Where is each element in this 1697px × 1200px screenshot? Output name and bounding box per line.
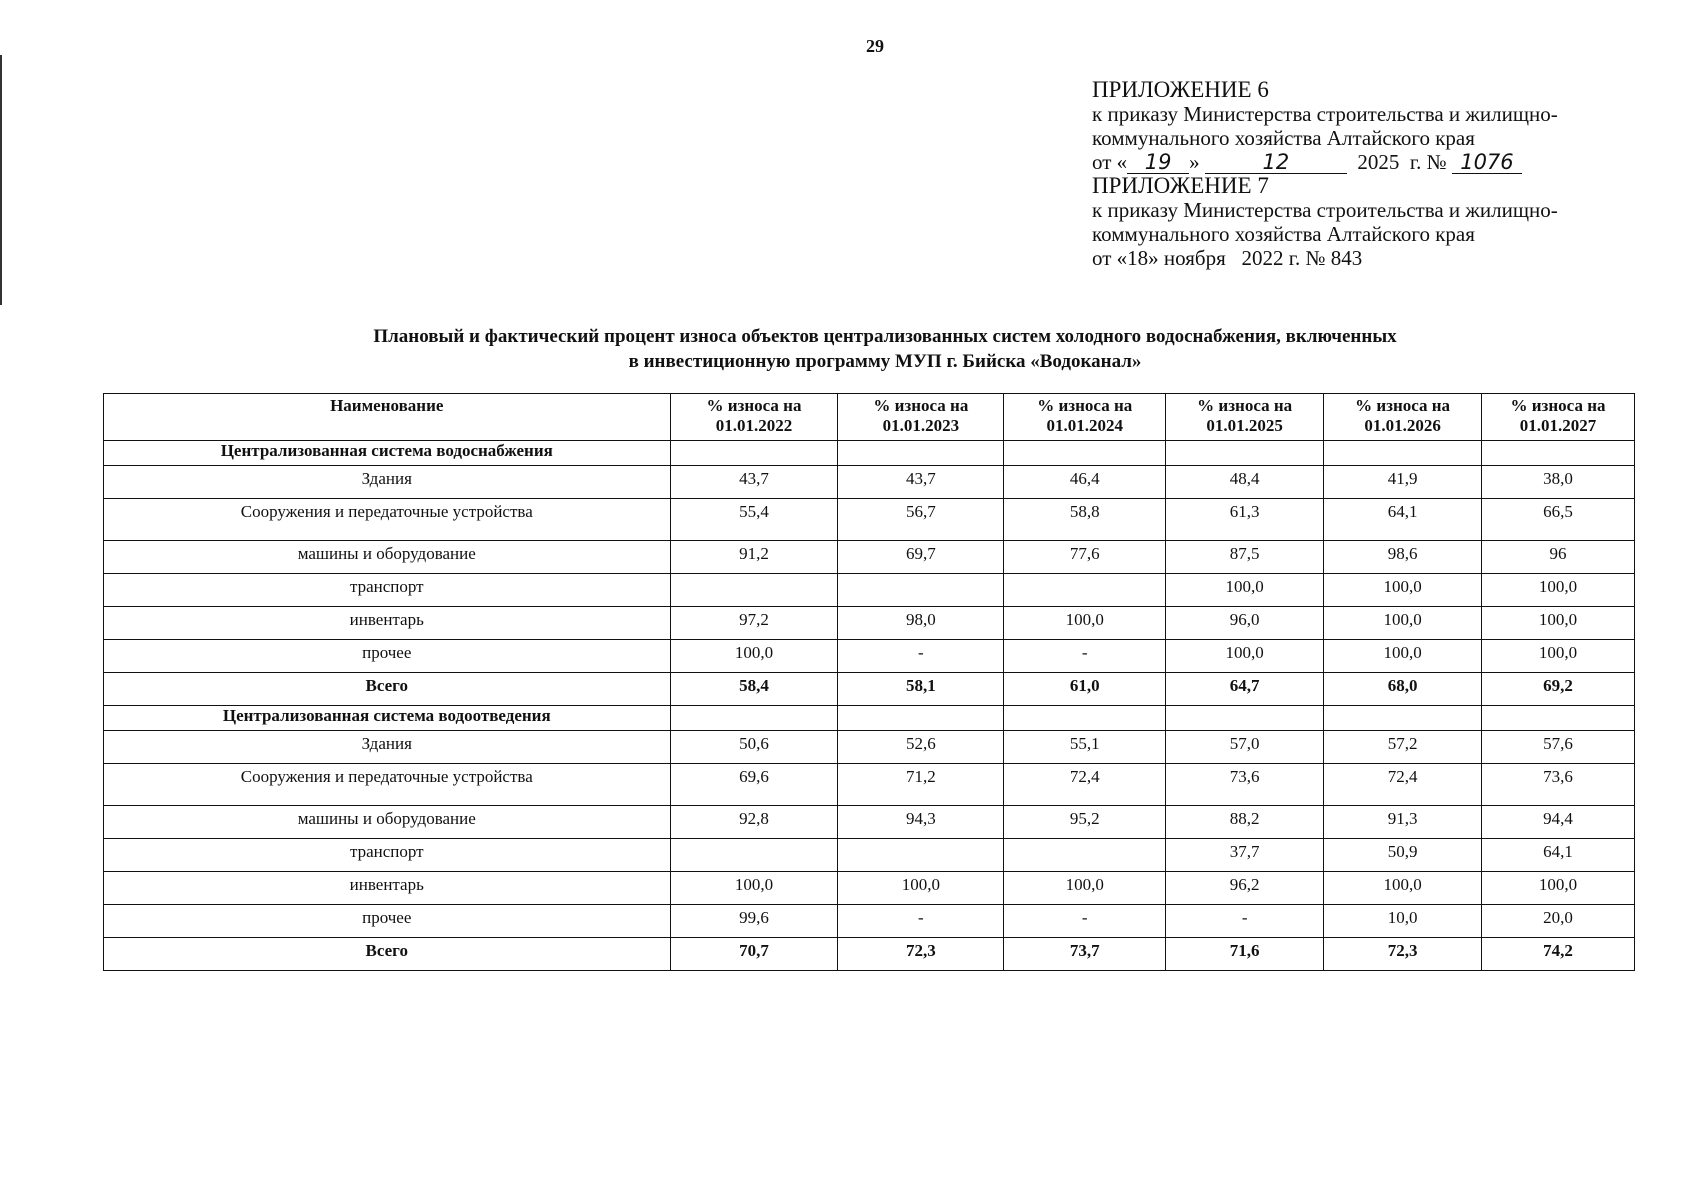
- value-cell: 37,7: [1166, 839, 1324, 872]
- value-cell: [670, 706, 838, 731]
- value-cell: [670, 441, 838, 466]
- header-2026: % износа на 01.01.2026: [1324, 394, 1482, 441]
- value-cell: [1324, 706, 1482, 731]
- header-2025: % износа на 01.01.2025: [1166, 394, 1324, 441]
- value-cell: 100,0: [1482, 574, 1635, 607]
- value-cell: [1004, 706, 1166, 731]
- row-label: машины и оборудование: [104, 541, 671, 574]
- appendix6-title: ПРИЛОЖЕНИЕ 6: [1092, 77, 1269, 102]
- value-cell: 72,3: [1324, 938, 1482, 971]
- value-cell: 61,3: [1166, 499, 1324, 541]
- value-cell: [1004, 839, 1166, 872]
- value-cell: 72,3: [838, 938, 1004, 971]
- handwritten-month: 12: [1205, 151, 1347, 174]
- row-label: Сооружения и передаточные устройства: [104, 764, 671, 806]
- value-cell: 98,6: [1324, 541, 1482, 574]
- value-cell: 100,0: [1324, 872, 1482, 905]
- total-row: [104, 673, 1635, 706]
- value-cell: 100,0: [1004, 607, 1166, 640]
- value-cell: 97,2: [670, 607, 838, 640]
- value-cell: 88,2: [1166, 806, 1324, 839]
- wear-percentage-table: [103, 393, 1635, 971]
- table-header-row: [104, 394, 1635, 441]
- value-cell: [1324, 441, 1482, 466]
- value-cell: 69,7: [838, 541, 1004, 574]
- value-cell: [670, 574, 838, 607]
- header-2023: % износа на 01.01.2023: [838, 394, 1004, 441]
- value-cell: [838, 706, 1004, 731]
- value-cell: 61,0: [1004, 673, 1166, 706]
- value-cell: 41,9: [1324, 466, 1482, 499]
- row-label: машины и оборудование: [104, 806, 671, 839]
- row-label: Сооружения и передаточные устройства: [104, 499, 671, 541]
- value-cell: [838, 441, 1004, 466]
- row-label: Всего: [104, 938, 671, 971]
- value-cell: 100,0: [1324, 607, 1482, 640]
- row-label: Всего: [104, 673, 671, 706]
- value-cell: 96: [1482, 541, 1635, 574]
- appendix6-date-line: [1092, 150, 1672, 174]
- value-cell: 74,2: [1482, 938, 1635, 971]
- value-cell: 100,0: [670, 640, 838, 673]
- value-cell: [1482, 441, 1635, 466]
- value-cell: 50,6: [670, 731, 838, 764]
- value-cell: 71,2: [838, 764, 1004, 806]
- date-prefix: от «: [1092, 150, 1128, 174]
- document-title: [120, 324, 1650, 374]
- table-row: [104, 541, 1635, 574]
- table-row: [104, 806, 1635, 839]
- value-cell: 73,7: [1004, 938, 1166, 971]
- value-cell: 58,1: [838, 673, 1004, 706]
- value-cell: 92,8: [670, 806, 838, 839]
- value-cell: -: [1166, 905, 1324, 938]
- value-cell: 91,2: [670, 541, 838, 574]
- table-row: [104, 640, 1635, 673]
- handwritten-number: 1076: [1452, 151, 1522, 174]
- row-label: транспорт: [104, 574, 671, 607]
- value-cell: 100,0: [1482, 872, 1635, 905]
- row-label: Централизованная система водоотведения: [104, 706, 671, 731]
- value-cell: 57,0: [1166, 731, 1324, 764]
- appendix7-line1: к приказу Министерства строительства и жилищно-: [1092, 198, 1558, 222]
- value-cell: 68,0: [1324, 673, 1482, 706]
- row-label: прочее: [104, 905, 671, 938]
- value-cell: 58,8: [1004, 499, 1166, 541]
- value-cell: 55,4: [670, 499, 838, 541]
- table-row: [104, 466, 1635, 499]
- value-cell: 87,5: [1166, 541, 1324, 574]
- value-cell: 64,1: [1482, 839, 1635, 872]
- value-cell: [1004, 574, 1166, 607]
- row-label: Здания: [104, 466, 671, 499]
- value-cell: 100,0: [1324, 574, 1482, 607]
- row-label: инвентарь: [104, 607, 671, 640]
- value-cell: [1004, 441, 1166, 466]
- value-cell: 100,0: [1004, 872, 1166, 905]
- header-2022: % износа на 01.01.2022: [670, 394, 838, 441]
- value-cell: -: [838, 905, 1004, 938]
- value-cell: 100,0: [1482, 640, 1635, 673]
- value-cell: [1166, 706, 1324, 731]
- value-cell: 20,0: [1482, 905, 1635, 938]
- value-cell: 43,7: [838, 466, 1004, 499]
- value-cell: 50,9: [1324, 839, 1482, 872]
- table-row: [104, 872, 1635, 905]
- value-cell: 100,0: [1166, 640, 1324, 673]
- value-cell: [670, 839, 838, 872]
- value-cell: 58,4: [670, 673, 838, 706]
- appendix-block: [1092, 78, 1672, 270]
- value-cell: 100,0: [670, 872, 838, 905]
- value-cell: 96,2: [1166, 872, 1324, 905]
- header-2024: % износа на 01.01.2024: [1004, 394, 1166, 441]
- value-cell: 100,0: [1166, 574, 1324, 607]
- header-name: Наименование: [104, 394, 671, 441]
- section-row-wastewater: [104, 706, 1635, 731]
- value-cell: 38,0: [1482, 466, 1635, 499]
- value-cell: 46,4: [1004, 466, 1166, 499]
- value-cell: 57,6: [1482, 731, 1635, 764]
- value-cell: 48,4: [1166, 466, 1324, 499]
- value-cell: 99,6: [670, 905, 838, 938]
- appendix7-title: ПРИЛОЖЕНИЕ 7: [1092, 173, 1269, 198]
- value-cell: [838, 574, 1004, 607]
- value-cell: 64,7: [1166, 673, 1324, 706]
- value-cell: 94,3: [838, 806, 1004, 839]
- value-cell: 100,0: [1324, 640, 1482, 673]
- table-row: [104, 764, 1635, 806]
- value-cell: -: [1004, 905, 1166, 938]
- value-cell: 100,0: [838, 872, 1004, 905]
- value-cell: 55,1: [1004, 731, 1166, 764]
- value-cell: 91,3: [1324, 806, 1482, 839]
- section-row-water-supply: [104, 441, 1635, 466]
- value-cell: -: [1004, 640, 1166, 673]
- value-cell: 69,6: [670, 764, 838, 806]
- page-number: 29: [866, 36, 884, 56]
- title-line-1: Плановый и фактический процент износа объектов централизованных систем холодного водоснабжения, включенных: [373, 326, 1397, 347]
- value-cell: -: [838, 640, 1004, 673]
- value-cell: 72,4: [1004, 764, 1166, 806]
- order-year: 2025: [1357, 150, 1400, 174]
- value-cell: 77,6: [1004, 541, 1166, 574]
- title-line-2: в инвестиционную программу МУП г. Бийска «Водоканал»: [628, 351, 1142, 372]
- value-cell: 100,0: [1482, 607, 1635, 640]
- row-label: Здания: [104, 731, 671, 764]
- value-cell: 95,2: [1004, 806, 1166, 839]
- appendix6-line2: коммунального хозяйства Алтайского края: [1092, 126, 1475, 150]
- appendix7-line2: коммунального хозяйства Алтайского края: [1092, 222, 1475, 246]
- value-cell: 10,0: [1324, 905, 1482, 938]
- value-cell: 98,0: [838, 607, 1004, 640]
- value-cell: 72,4: [1324, 764, 1482, 806]
- scan-edge-line: [0, 55, 2, 305]
- table-row: [104, 607, 1635, 640]
- table-row: [104, 499, 1635, 541]
- total-row: [104, 938, 1635, 971]
- number-prefix: г. №: [1409, 150, 1447, 174]
- handwritten-day: 19: [1127, 151, 1189, 174]
- value-cell: 52,6: [838, 731, 1004, 764]
- table-row: [104, 731, 1635, 764]
- header-2027: % износа на 01.01.2027: [1482, 394, 1635, 441]
- value-cell: 94,4: [1482, 806, 1635, 839]
- row-label: инвентарь: [104, 872, 671, 905]
- appendix7-date-line: от «18» ноября 2022 г. № 843: [1092, 246, 1363, 270]
- value-cell: 57,2: [1324, 731, 1482, 764]
- value-cell: 69,2: [1482, 673, 1635, 706]
- value-cell: 73,6: [1166, 764, 1324, 806]
- table-row: [104, 839, 1635, 872]
- value-cell: 70,7: [670, 938, 838, 971]
- table-row: [104, 905, 1635, 938]
- row-label: Централизованная система водоснабжения: [104, 441, 671, 466]
- value-cell: [838, 839, 1004, 872]
- table-row: [104, 574, 1635, 607]
- value-cell: 71,6: [1166, 938, 1324, 971]
- value-cell: 66,5: [1482, 499, 1635, 541]
- value-cell: 96,0: [1166, 607, 1324, 640]
- value-cell: [1166, 441, 1324, 466]
- appendix6-line1: к приказу Министерства строительства и жилищно-: [1092, 102, 1558, 126]
- value-cell: 43,7: [670, 466, 838, 499]
- row-label: прочее: [104, 640, 671, 673]
- value-cell: [1482, 706, 1635, 731]
- row-label: транспорт: [104, 839, 671, 872]
- value-cell: 56,7: [838, 499, 1004, 541]
- value-cell: 73,6: [1482, 764, 1635, 806]
- value-cell: 64,1: [1324, 499, 1482, 541]
- day-close: »: [1189, 150, 1200, 174]
